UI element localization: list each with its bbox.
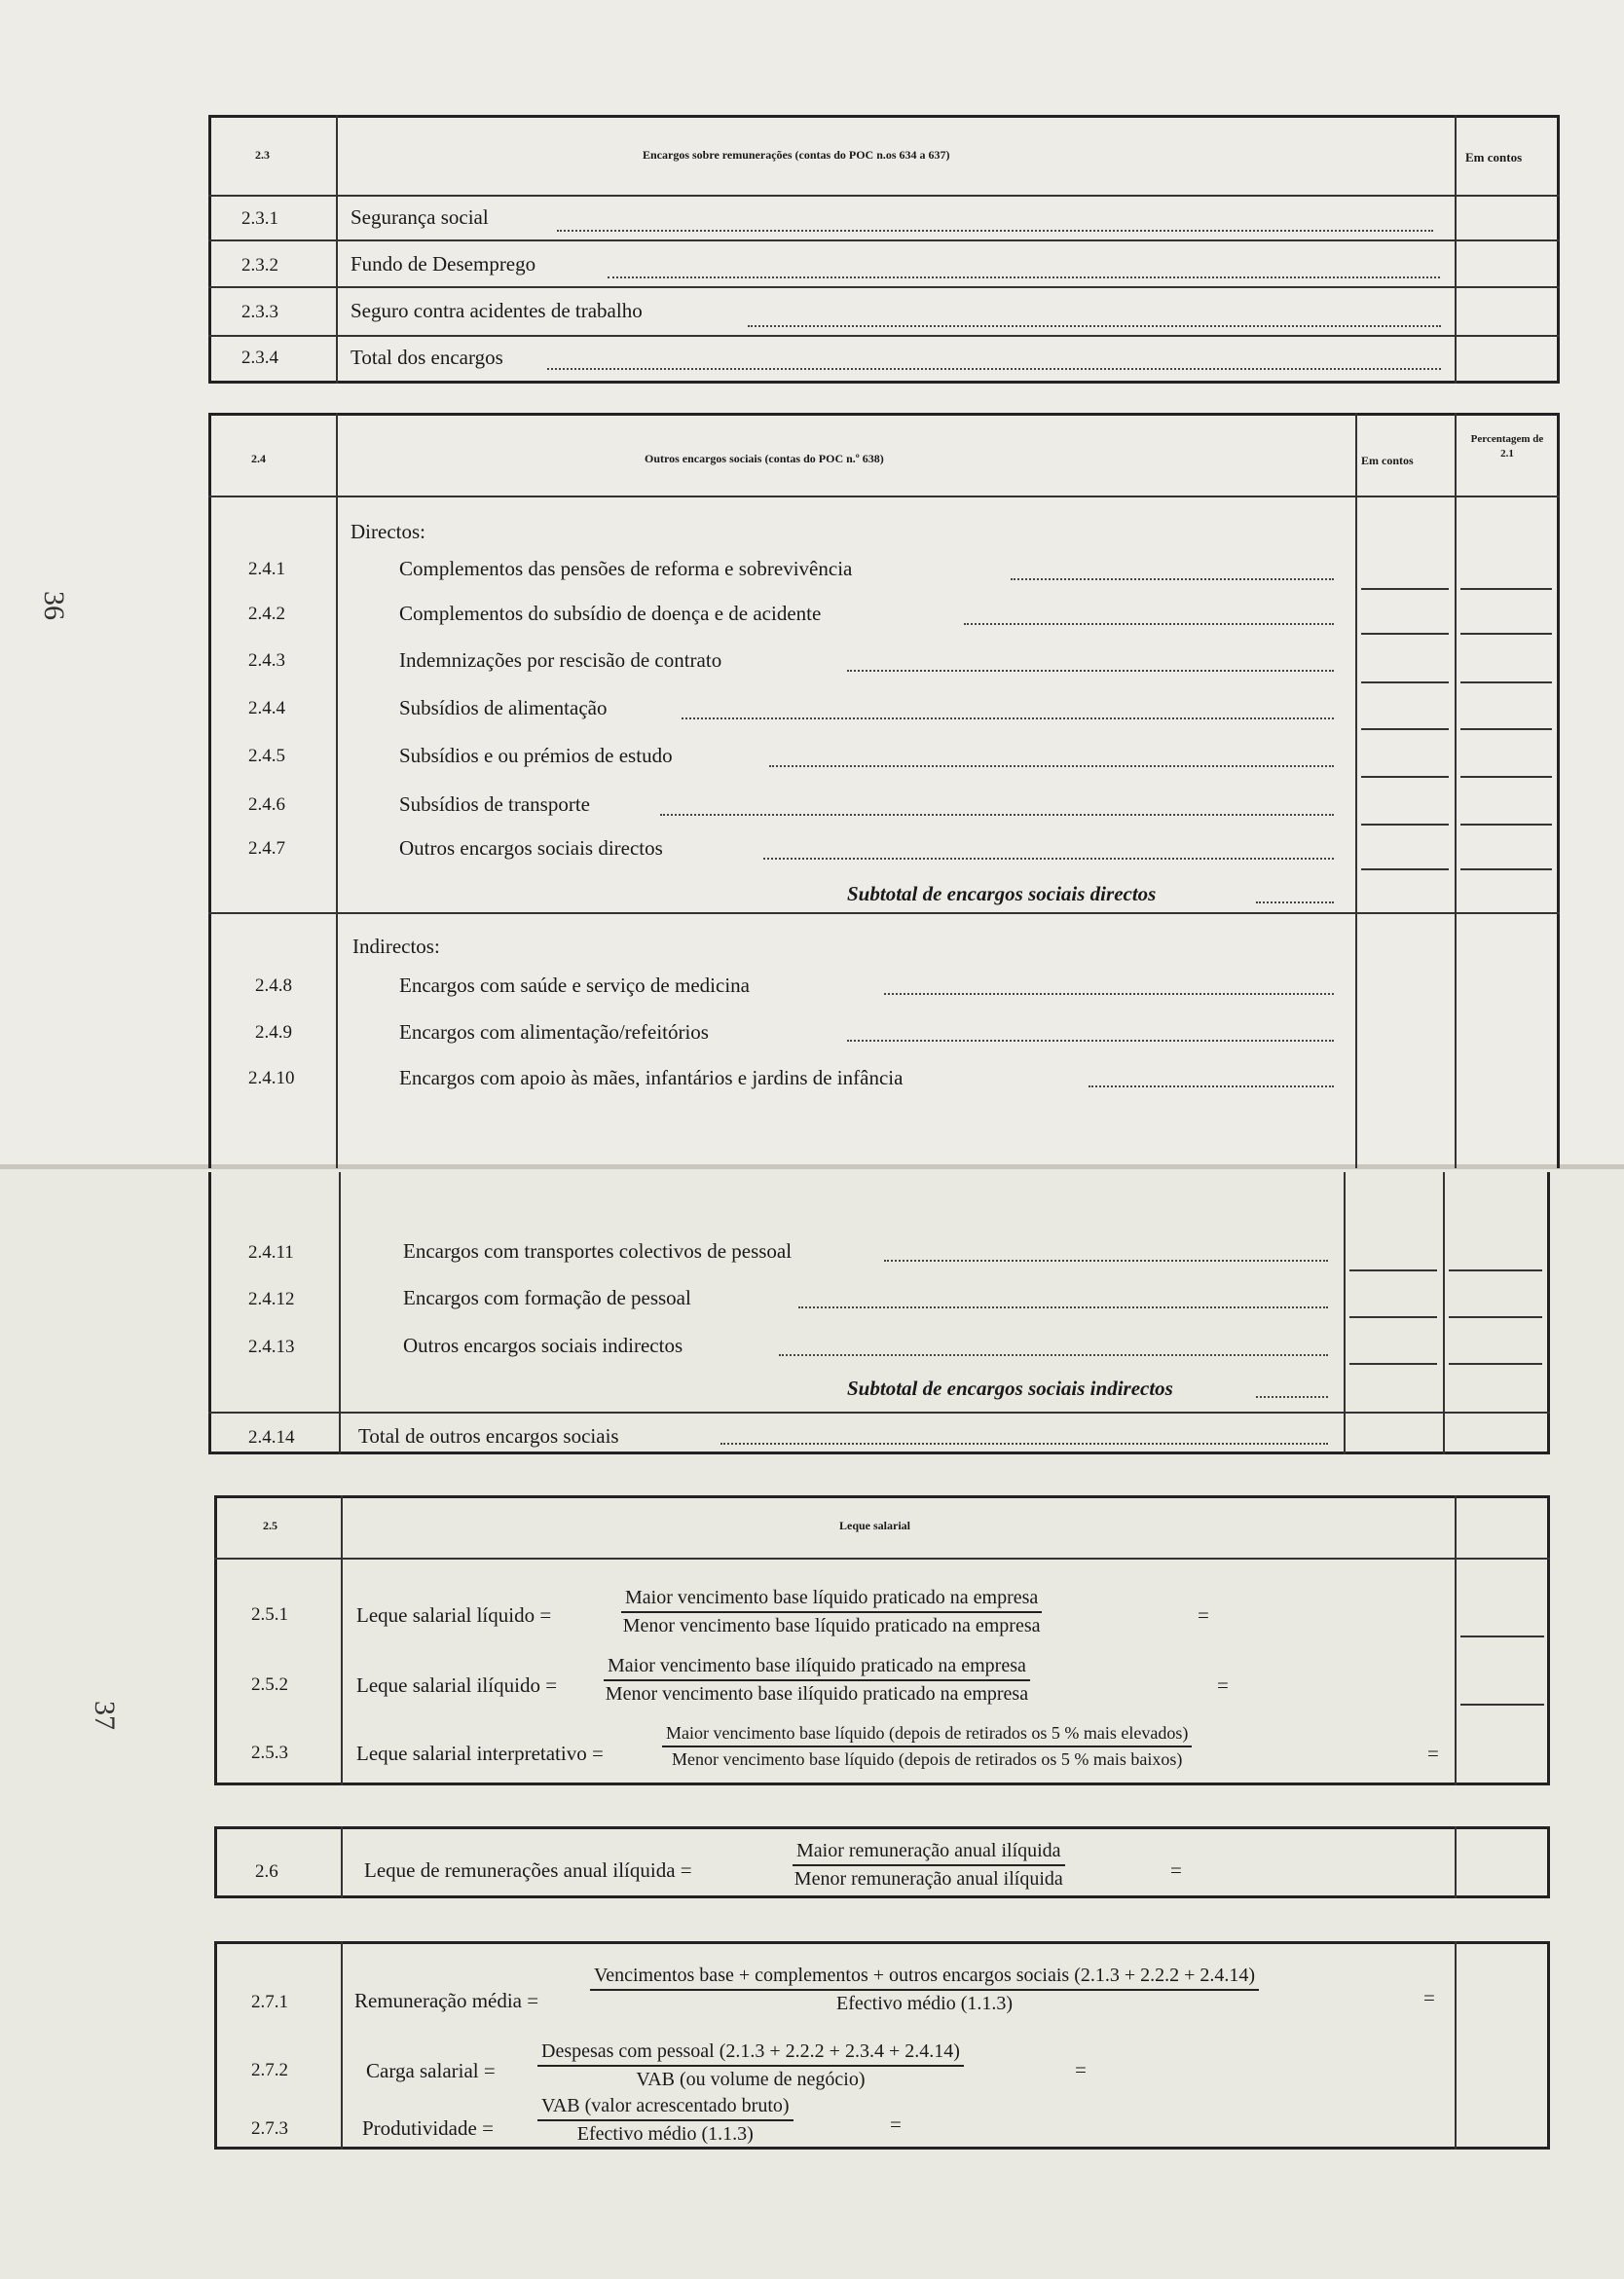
column-header-percentagem: Percentagem de 2.1 bbox=[1470, 433, 1544, 459]
column-header-em-contos: Em contos bbox=[1361, 454, 1414, 467]
section-title-2-4: Outros encargos sociais (contas do POC n.º 638) bbox=[645, 452, 884, 465]
row-code: 2.3.3 bbox=[241, 302, 278, 322]
section-title-2-3: Encargos sobre remunerações (contas do POC n.os 634 a 637) bbox=[643, 148, 950, 162]
fraction-numerator: Maior vencimento base ilíquido praticado na empresa bbox=[604, 1655, 1030, 1681]
fraction-denominator: Menor vencimento base ilíquido praticado na empresa bbox=[605, 1683, 1029, 1705]
row-code: 2.7.3 bbox=[251, 2118, 288, 2139]
row-code: 2.4.6 bbox=[248, 794, 285, 815]
row-code: 2.3.4 bbox=[241, 348, 278, 368]
formula-label: Remuneração média = bbox=[354, 1989, 539, 2012]
row-code: 2.7.1 bbox=[251, 1992, 288, 2012]
row-label: Fundo de Desemprego bbox=[351, 252, 536, 276]
row-label: Complementos do subsídio de doença e de acidente bbox=[399, 602, 822, 625]
column-header-em-contos: Em contos bbox=[1465, 150, 1523, 165]
row-label: Total de outros encargos sociais bbox=[358, 1424, 619, 1448]
subtotal-directos: Subtotal de encargos sociais directos bbox=[847, 882, 1157, 905]
fraction-denominator: Efectivo médio (1.1.3) bbox=[576, 2123, 754, 2145]
row-label: Indemnizações por rescisão de contrato bbox=[399, 648, 722, 672]
row-label: Subsídios e ou prémios de estudo bbox=[399, 744, 673, 767]
row-label: Complementos das pensões de reforma e sobrevivência bbox=[399, 557, 853, 580]
row-code: 2.4.14 bbox=[248, 1427, 295, 1448]
formula-label: Carga salarial = bbox=[366, 2059, 496, 2082]
fraction-2-5-2 bbox=[604, 1655, 1030, 1706]
formula-equals: = bbox=[1423, 1986, 1435, 2009]
row-code: 2.5.3 bbox=[251, 1743, 288, 1763]
fraction-2-7-3 bbox=[537, 2095, 794, 2146]
row-code: 2.3.2 bbox=[241, 255, 278, 276]
formula-label: Leque de remunerações anual ilíquida = bbox=[364, 1858, 692, 1882]
section-code-2-3: 2.3 bbox=[255, 148, 270, 162]
row-code: 2.4.9 bbox=[255, 1022, 292, 1043]
formula-label: Leque salarial líquido = bbox=[356, 1603, 552, 1627]
fraction-numerator: Vencimentos base + complementos + outros encargos sociais (2.1.3 + 2.2.2 + 2.4.14) bbox=[590, 1965, 1259, 1991]
row-code: 2.4.13 bbox=[248, 1337, 295, 1357]
row-code: 2.5.1 bbox=[251, 1604, 288, 1625]
row-label: Encargos com saúde e serviço de medicina bbox=[399, 974, 750, 997]
row-label: Seguro contra acidentes de trabalho bbox=[351, 299, 643, 322]
row-label: Encargos com alimentação/refeitórios bbox=[399, 1020, 709, 1044]
fraction-2-6 bbox=[793, 1840, 1065, 1891]
row-label: Total dos encargos bbox=[351, 346, 503, 369]
fraction-2-5-3 bbox=[662, 1723, 1192, 1770]
fraction-2-7-1 bbox=[590, 1965, 1259, 2015]
fraction-numerator: Maior vencimento base líquido praticado na empresa bbox=[621, 1587, 1042, 1613]
fraction-numerator: VAB (valor acrescentado bruto) bbox=[537, 2095, 794, 2121]
row-code: 2.4.3 bbox=[248, 650, 285, 671]
row-label: Outros encargos sociais directos bbox=[399, 836, 663, 860]
row-code: 2.4.11 bbox=[248, 1242, 294, 1263]
row-code: 2.4.7 bbox=[248, 838, 285, 859]
fraction-numerator: Despesas com pessoal (2.1.3 + 2.2.2 + 2.3.4 + 2.4.14) bbox=[537, 2040, 964, 2067]
formula-equals: = bbox=[1075, 2058, 1087, 2081]
row-label: Subsídios de transporte bbox=[399, 792, 590, 816]
fraction-numerator: Maior remuneração anual ilíquida bbox=[793, 1840, 1065, 1866]
formula-equals: = bbox=[1427, 1742, 1439, 1765]
row-label: Outros encargos sociais indirectos bbox=[403, 1334, 683, 1357]
fraction-denominator: Menor remuneração anual ilíquida bbox=[794, 1868, 1063, 1890]
fraction-denominator: Efectivo médio (1.1.3) bbox=[836, 1993, 1014, 2014]
row-label: Encargos com transportes colectivos de pessoal bbox=[403, 1239, 793, 1263]
fraction-denominator: Menor vencimento base líquido praticado na empresa bbox=[622, 1615, 1041, 1636]
fraction-denominator: Menor vencimento base líquido (depois de retirados os 5 % mais baixos) bbox=[671, 1749, 1183, 1769]
section-code-2-5: 2.5 bbox=[263, 1519, 277, 1532]
formula-label: Leque salarial ilíquido = bbox=[356, 1673, 558, 1697]
row-code: 2.5.2 bbox=[251, 1674, 288, 1695]
formula-label: Produtividade = bbox=[362, 2116, 494, 2140]
row-code: 2.4.1 bbox=[248, 559, 285, 579]
row-label: Encargos com apoio às mães, infantários e jardins de infância bbox=[399, 1066, 904, 1089]
row-code: 2.7.2 bbox=[251, 2060, 288, 2080]
row-label: Encargos com formação de pessoal bbox=[403, 1286, 691, 1309]
formula-equals: = bbox=[1170, 1858, 1182, 1882]
directos-heading: Directos: bbox=[351, 520, 425, 543]
fraction-2-5-1 bbox=[621, 1587, 1042, 1637]
fraction-2-7-2 bbox=[537, 2040, 964, 2091]
formula-label: Leque salarial interpretativo = bbox=[356, 1742, 604, 1765]
indirectos-heading: Indirectos: bbox=[352, 935, 440, 958]
page-number-37: 37 bbox=[89, 1701, 121, 1730]
row-code: 2.4.10 bbox=[248, 1068, 295, 1088]
page-number-36: 36 bbox=[38, 591, 70, 620]
fraction-numerator: Maior vencimento base líquido (depois de retirados os 5 % mais elevados) bbox=[662, 1723, 1192, 1747]
row-code: 2.4.5 bbox=[248, 746, 285, 766]
section-code-2-4: 2.4 bbox=[251, 452, 266, 465]
row-code: 2.4.12 bbox=[248, 1289, 295, 1309]
subtotal-indirectos: Subtotal de encargos sociais indirectos bbox=[847, 1377, 1173, 1400]
row-code: 2.4.4 bbox=[248, 698, 285, 718]
fraction-denominator: VAB (ou volume de negócio) bbox=[636, 2069, 866, 2090]
row-code: 2.4.2 bbox=[248, 604, 285, 624]
formula-equals: = bbox=[1198, 1603, 1209, 1627]
row-label: Segurança social bbox=[351, 205, 489, 229]
row-code: 2.6 bbox=[255, 1861, 278, 1882]
formula-equals: = bbox=[1217, 1673, 1229, 1697]
row-code: 2.3.1 bbox=[241, 208, 278, 229]
formula-equals: = bbox=[890, 2113, 902, 2136]
row-label: Subsídios de alimentação bbox=[399, 696, 608, 719]
row-code: 2.4.8 bbox=[255, 975, 292, 996]
section-title-2-5: Leque salarial bbox=[839, 1519, 911, 1532]
